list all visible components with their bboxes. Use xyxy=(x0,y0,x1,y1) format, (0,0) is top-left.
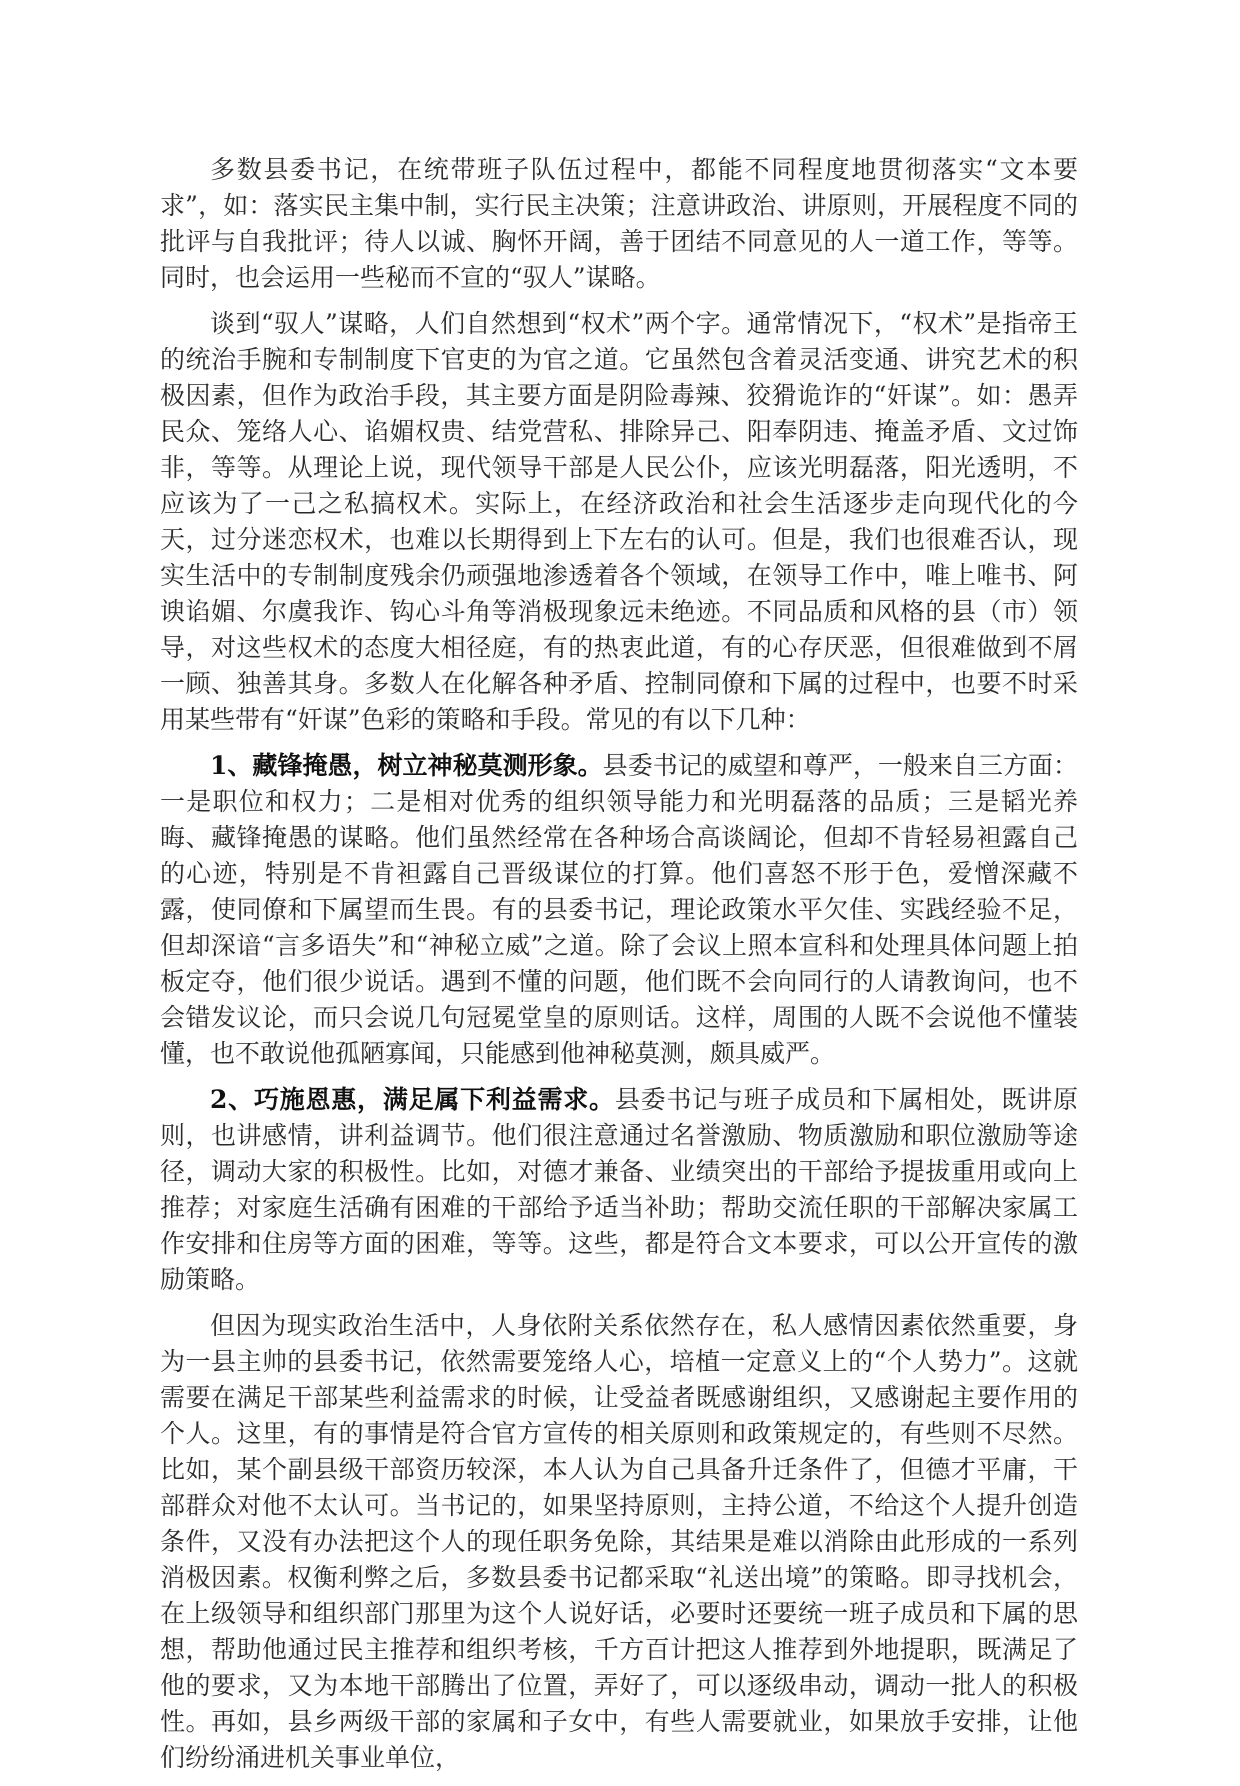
paragraph-lead-heading: 1、藏锋掩愚，树立神秘莫测形象。 xyxy=(210,751,603,780)
paragraph-reality xyxy=(160,1308,1078,1776)
paragraph-text: 县委书记与班子成员和下属相处，既讲原则，也讲感情，讲利益调节。他们很注意通过名誉激励、物质激励和职位激励等途径，调动大家的积极性。比如，对德才兼备、业绩突出的干部给予提拔重用或向上推荐；对家庭生活确有困难的干部给予适当补助；帮助交流任职的干部解决家属工作安排和住房等方面的困难，等等。这些，都是符合文本要求，可以公开宣传的激励策略。 xyxy=(160,1085,1078,1294)
paragraph-text: 但因为现实政治生活中，人身依附关系依然存在，私人感情因素依然重要，身为一县主帅的县委书记，依然需要笼络人心，培植一定意义上的“个人势力”。这就需要在满足干部某些利益需求的时候，让受益者既感谢组织，又感谢起主要作用的个人。这里，有的事情是符合官方宣传的相关原则和政策规定的，有些则不尽然。比如，某个副县级干部资历较深，本人认为自己具备升迁条件了，但德才平庸，干部群众对他不太认可。当书记的，如果坚持原则，主持公道，不给这个人提升创造条件，又没有办法把这个人的现任职务免除，其结果是难以消除由此形成的一系列消极因素。权衡利弊之后，多数县委书记都采取“礼送出境”的策略。即寻找机会，在上级领导和组织部门那里为这个人说好话，必要时还要统一班子成员和下属的思想，帮助他通过民主推荐和组织考核，千方百计把这人推荐到外地提职，既满足了他的要求，又为本地干部腾出了位置，弄好了，可以逐级串动，调动一批人的积极性。再如，县乡两级干部的家属和子女中，有些人需要就业，如果放手安排，让他们纷纷涌进机关事业单位， xyxy=(160,1311,1078,1772)
document-page xyxy=(160,152,1078,1786)
paragraph-power-tactics xyxy=(160,306,1078,738)
paragraph-lead-heading: 2、巧施恩惠，满足属下利益需求。 xyxy=(210,1085,615,1114)
paragraph-point-2 xyxy=(160,1082,1078,1298)
paragraph-text: 县委书记的威望和尊严，一般来自三方面：一是职位和权力；二是相对优秀的组织领导能力和光明磊落的品质；三是韬光养晦、藏锋掩愚的谋略。他们虽然经常在各种场合高谈阔论，但却不肯轻易袒露自己的心迹，特别是不肯袒露自己晋级谋位的打算。他们喜怒不形于色，爱憎深藏不露，使同僚和下属望而生畏。有的县委书记，理论政策水平欠佳、实践经验不足，但却深谙“言多语失”和“神秘立威”之道。除了会议上照本宣科和处理具体问题上拍板定夺，他们很少说话。遇到不懂的问题，他们既不会向同行的人请教询问，也不会错发议论，而只会说几句冠冕堂皇的原则话。这样，周围的人既不会说他不懂装懂，也不敢说他孤陋寡闻，只能感到他神秘莫测，颇具威严。 xyxy=(160,751,1078,1068)
paragraph-point-1 xyxy=(160,748,1078,1072)
paragraph-text: 多数县委书记，在统带班子队伍过程中，都能不同程度地贯彻落实“文本要求”，如：落实民主集中制，实行民主决策；注意讲政治、讲原则，开展程度不同的批评与自我批评；待人以诚、胸怀开阔，善于团结不同意见的人一道工作，等等。同时，也会运用一些秘而不宣的“驭人”谋略。 xyxy=(160,155,1078,292)
paragraph-intro xyxy=(160,152,1078,296)
paragraph-text: 谈到“驭人”谋略，人们自然想到“权术”两个字。通常情况下，“权术”是指帝王的统治手腕和专制制度下官吏的为官之道。它虽然包含着灵活变通、讲究艺术的积极因素，但作为政治手段，其主要方面是阴险毒辣、狡猾诡诈的“奸谋”。如：愚弄民众、笼络人心、谄媚权贵、结党营私、排除异己、阳奉阴违、掩盖矛盾、文过饰非，等等。从理论上说，现代领导干部是人民公仆，应该光明磊落，阳光透明，不应该为了一己之私搞权术。实际上，在经济政治和社会生活逐步走向现代化的今天，过分迷恋权术，也难以长期得到上下左右的认可。但是，我们也很难否认，现实生活中的专制制度残余仍顽强地渗透着各个领域，在领导工作中，唯上唯书、阿谀谄媚、尔虞我诈、钩心斗角等消极现象远未绝迹。不同品质和风格的县（市）领导，对这些权术的态度大相径庭，有的热衷此道，有的心存厌恶，但很难做到不屑一顾、独善其身。多数人在化解各种矛盾、控制同僚和下属的过程中，也要不时采用某些带有“奸谋”色彩的策略和手段。常见的有以下几种： xyxy=(160,309,1078,734)
